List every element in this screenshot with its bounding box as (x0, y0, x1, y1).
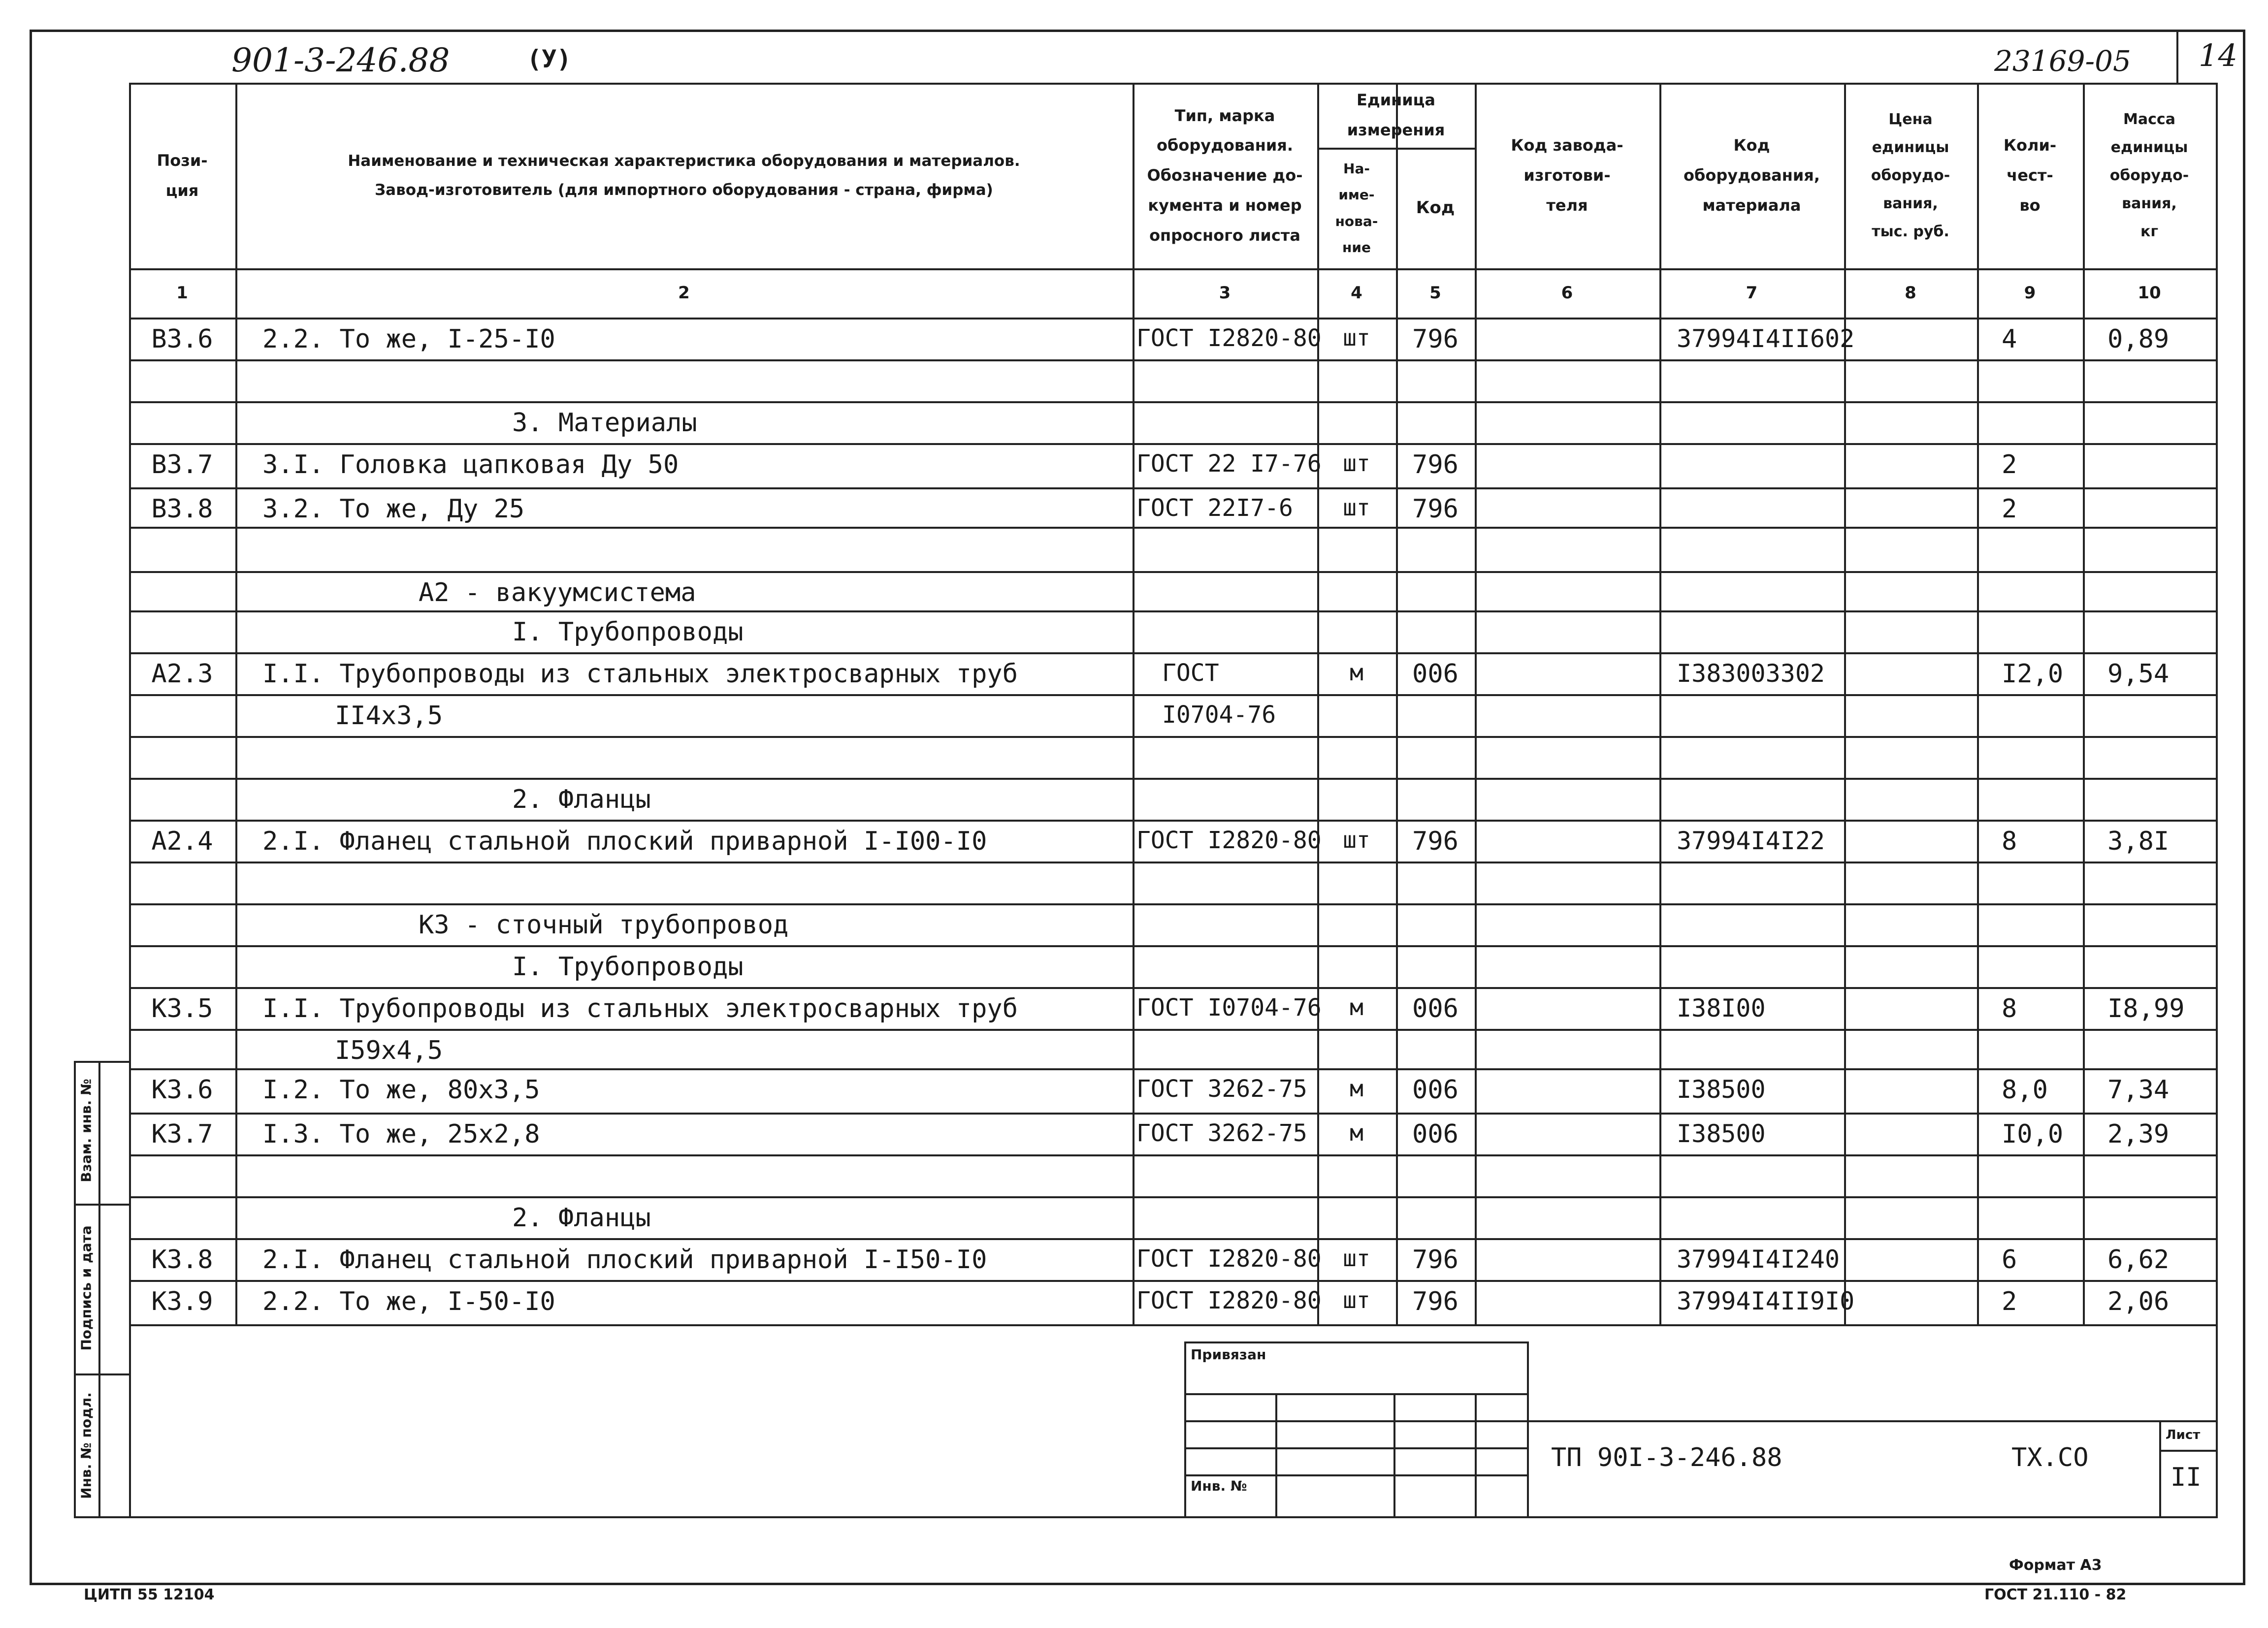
name-cell: 2.2. То же, I-50-I0 (262, 1287, 555, 1316)
position-cell: К3.8 (151, 1245, 213, 1275)
quantity-cell: 2 (2002, 450, 2017, 479)
name-cell: I.I. Трубопроводы из стальных электросварных труб (262, 994, 1018, 1023)
document-cell: ГОСТ I2820-80 (1136, 827, 1322, 854)
header-c7: Код оборудования, материала (1684, 136, 1820, 215)
unit-name-cell: шт (1343, 494, 1370, 521)
equipment-code-cell: I38500 (1677, 1119, 1766, 1148)
position-cell: А2.4 (151, 827, 213, 856)
row-line (129, 401, 2218, 403)
stamp-document-code: ТП 90I-3-246.88 (1551, 1443, 1782, 1472)
stamp-sheet-number: II (2171, 1463, 2202, 1492)
document-cell: ГОСТ 3262-75 (1136, 1119, 1307, 1147)
column-divider (1844, 83, 1846, 1324)
unit-name-cell: м (1350, 659, 1363, 686)
column-number: 6 (1561, 283, 1573, 303)
name-cell: А2 - вакуумсистема (419, 578, 696, 607)
row-line (129, 736, 2218, 738)
row-line (129, 487, 2218, 489)
stamp-line (1393, 1393, 1395, 1516)
column-divider (2216, 83, 2218, 1516)
header-c1: Пози- ция (157, 151, 208, 200)
equipment-code-cell: 37994I4I22 (1677, 827, 1825, 855)
row-line (129, 571, 2218, 573)
side-label-inv: Инв. № подл. (78, 1392, 95, 1499)
equipment-code-cell: I38I00 (1677, 994, 1766, 1022)
name-cell: 3.2. То же, Ду 25 (262, 494, 525, 524)
header-c5: Код (1416, 198, 1455, 218)
header-c8: Цена единицы оборудо- вания, тыс. руб. (1871, 111, 1950, 240)
printer-label: ЦИТП 55 12104 (84, 1586, 215, 1603)
mass-cell: 6,62 (2107, 1245, 2170, 1275)
name-cell: 2.I. Фланец стальной плоский приварной I-I00-I0 (262, 827, 987, 856)
header-c6: Код завода- изготови- теля (1511, 136, 1623, 215)
side-label-podpis: Подпись и дата (78, 1225, 95, 1351)
side-line (98, 1061, 100, 1516)
column-number: 8 (1905, 283, 1916, 303)
stamp-line (1184, 1420, 1529, 1422)
stamp-sheet-label: Лист (2166, 1428, 2201, 1442)
inner-frame-bottom (129, 1516, 2218, 1518)
equipment-code-cell: I38500 (1677, 1075, 1766, 1104)
unit-name-cell: м (1350, 1075, 1363, 1102)
page-number-divider (2176, 30, 2178, 84)
quantity-cell: I2,0 (2002, 659, 2064, 689)
column-number: 9 (2024, 283, 2036, 303)
unit-name-cell: шт (1343, 324, 1370, 351)
stamp-line (1184, 1447, 1529, 1449)
row-line (129, 1029, 2218, 1031)
unit-name-cell: шт (1343, 1245, 1370, 1272)
name-cell: I. Трубопроводы (512, 952, 744, 982)
position-cell: В3.7 (151, 450, 213, 479)
row-line (129, 443, 2218, 445)
name-cell: I.3. То же, 25х2,8 (262, 1119, 540, 1149)
unit-code-cell: 796 (1412, 324, 1458, 354)
name-cell: 2. Фланцы (512, 1203, 651, 1233)
document-cell: ГОСТ 22 I7-76 (1136, 450, 1322, 478)
unit-code-cell: 006 (1412, 1075, 1458, 1105)
name-cell: 3.I. Головка цапковая Ду 50 (262, 450, 679, 479)
row-line (129, 610, 2218, 612)
project-number: 901-3-246.88 (231, 41, 450, 79)
position-cell: В3.6 (151, 324, 213, 354)
column-divider (1977, 83, 1979, 1324)
position-cell: В3.8 (151, 494, 213, 524)
equipment-code-cell: 37994I4II9I0 (1677, 1287, 1855, 1315)
document-cell: ГОСТ I2820-80 (1136, 1245, 1322, 1273)
quantity-cell: I0,0 (2002, 1119, 2064, 1149)
unit-code-cell: 796 (1412, 1287, 1458, 1316)
header-c45: Единица измерения (1347, 91, 1445, 139)
position-cell: К3.9 (151, 1287, 213, 1316)
unit-code-cell: 006 (1412, 1119, 1458, 1149)
mass-cell: 7,34 (2107, 1075, 2170, 1105)
quantity-cell: 8,0 (2002, 1075, 2048, 1105)
name-cell: II4х3,5 (335, 701, 443, 731)
unit-code-cell: 796 (1412, 1245, 1458, 1275)
column-divider (1475, 83, 1477, 1324)
side-label-vzam: Взам. инв. № (78, 1079, 95, 1182)
equipment-code-cell: 37994I4II602 (1677, 324, 1855, 353)
row-line (129, 1154, 2218, 1156)
position-cell: К3.6 (151, 1075, 213, 1105)
header-c4: На- име- нова- ние (1335, 160, 1378, 255)
row-line (129, 987, 2218, 989)
mark: (У) (527, 45, 572, 73)
mass-cell: 2,06 (2107, 1287, 2170, 1316)
gost-label: ГОСТ 21.110 - 82 (1984, 1586, 2127, 1603)
unit-name-cell: шт (1343, 1287, 1370, 1313)
stamp-line (1275, 1393, 1277, 1516)
position-cell: А2.3 (151, 659, 213, 689)
header-c3: Тип, марка оборудования. Обозначение до- кумента и номер опросного листа (1147, 106, 1303, 245)
header-c9: Коли- чест- во (2003, 136, 2057, 215)
name-cell: 2. Фланцы (512, 785, 651, 814)
stamp-line (1184, 1474, 1529, 1476)
name-cell: I.I. Трубопроводы из стальных электросварных труб (262, 659, 1018, 689)
col-numbers-bottom-border (129, 318, 2218, 319)
row-line (129, 1280, 2218, 1282)
row-line (129, 1113, 2218, 1115)
column-divider (1659, 83, 1661, 1324)
quantity-cell: 6 (2002, 1245, 2017, 1275)
stamp-line (1475, 1393, 1477, 1516)
mass-cell: 9,54 (2107, 659, 2170, 689)
header-c10: Масса единицы оборудо- вания, кг (2109, 111, 2189, 240)
name-cell: I59х4,5 (335, 1036, 443, 1065)
row-line (129, 694, 2218, 696)
position-cell: К3.5 (151, 994, 213, 1023)
name-cell: I.2. То же, 80х3,5 (262, 1075, 540, 1105)
mass-cell: 3,8I (2107, 827, 2170, 856)
row-line (129, 1238, 2218, 1240)
stamp-line (1184, 1341, 1529, 1343)
header-c2: Наименование и техническая характеристика оборудования и материалов. Завод-изготовитель (для импортного оборудования - страна, фирма) (348, 152, 1020, 199)
unit-code-cell: 796 (1412, 494, 1458, 524)
stamp-line (1527, 1341, 1529, 1516)
stamp-section: ТХ.СО (2011, 1443, 2089, 1472)
side-line (74, 1061, 76, 1516)
quantity-cell: 4 (2002, 324, 2017, 354)
name-cell: 2.2. То же, I-25-I0 (262, 324, 555, 354)
mass-cell: 0,89 (2107, 324, 2170, 354)
equipment-code-cell: I383003302 (1677, 659, 1825, 688)
stamp-inv-label: Инв. № (1191, 1478, 1247, 1494)
row-line (129, 1196, 2218, 1198)
archive-number: 23169-05 (1994, 44, 2131, 78)
row-line (129, 945, 2218, 947)
quantity-cell: 2 (2002, 1287, 2017, 1316)
column-number: 1 (176, 283, 188, 303)
document-cell: ГОСТ I2820-80 (1136, 1287, 1322, 1314)
name-cell: 2.I. Фланец стальной плоский приварной I-I50-I0 (262, 1245, 987, 1275)
row-line (129, 1068, 2218, 1070)
unit-name-cell: м (1350, 994, 1363, 1021)
row-line (129, 903, 2218, 905)
row-line (129, 359, 2218, 361)
column-number: 2 (678, 283, 690, 303)
column-number: 10 (2138, 283, 2161, 303)
document-cell: ГОСТ I0704-76 (1136, 994, 1322, 1021)
row-line (129, 862, 2218, 863)
quantity-cell: 2 (2002, 494, 2017, 524)
row-line (129, 820, 2218, 822)
row-line (129, 652, 2218, 654)
document-cell: I0704-76 (1162, 701, 1276, 729)
mass-cell: I8,99 (2107, 994, 2185, 1023)
document-cell: ГОСТ (1162, 659, 1219, 687)
quantity-cell: 8 (2002, 994, 2017, 1023)
row-line (129, 778, 2218, 780)
name-cell: I. Трубопроводы (512, 617, 744, 647)
header-bottom-border (129, 268, 2218, 270)
column-number: 3 (1219, 283, 1231, 303)
column-divider (1133, 83, 1134, 1324)
unit-code-cell: 006 (1412, 994, 1458, 1023)
unit-code-cell: 796 (1412, 827, 1458, 856)
unit-name-cell: шт (1343, 827, 1370, 853)
stamp-line (2159, 1450, 2218, 1452)
stamp-line (1184, 1341, 1186, 1516)
document-cell: ГОСТ 22I7-6 (1136, 494, 1293, 522)
page-number: 14 (2199, 37, 2237, 73)
name-cell: 3. Материалы (512, 408, 697, 438)
document-cell: ГОСТ I2820-80 (1136, 324, 1322, 352)
format-label: Формат А3 (2009, 1557, 2102, 1574)
column-divider (235, 83, 237, 1324)
stamp-line (2159, 1420, 2161, 1516)
unit-name-cell: м (1350, 1119, 1363, 1146)
equipment-code-cell: 37994I4I240 (1677, 1245, 1840, 1274)
mass-cell: 2,39 (2107, 1119, 2170, 1149)
row-line (129, 527, 2218, 529)
stamp-line (1527, 1420, 2218, 1422)
stamp-line (1184, 1393, 1529, 1395)
row-line (129, 1324, 2218, 1326)
unit-code-cell: 006 (1412, 659, 1458, 689)
unit-code-cell: 796 (1412, 450, 1458, 479)
column-number: 7 (1746, 283, 1758, 303)
quantity-cell: 8 (2002, 827, 2017, 856)
unit-name-cell: шт (1343, 450, 1370, 477)
name-cell: К3 - сточный трубопровод (419, 910, 789, 940)
position-cell: К3.7 (151, 1119, 213, 1149)
column-number: 4 (1351, 283, 1362, 303)
document-cell: ГОСТ 3262-75 (1136, 1075, 1307, 1103)
column-number: 5 (1429, 283, 1441, 303)
column-divider (2083, 83, 2085, 1324)
stamp-privyazan-label: Привязан (1191, 1346, 1266, 1363)
